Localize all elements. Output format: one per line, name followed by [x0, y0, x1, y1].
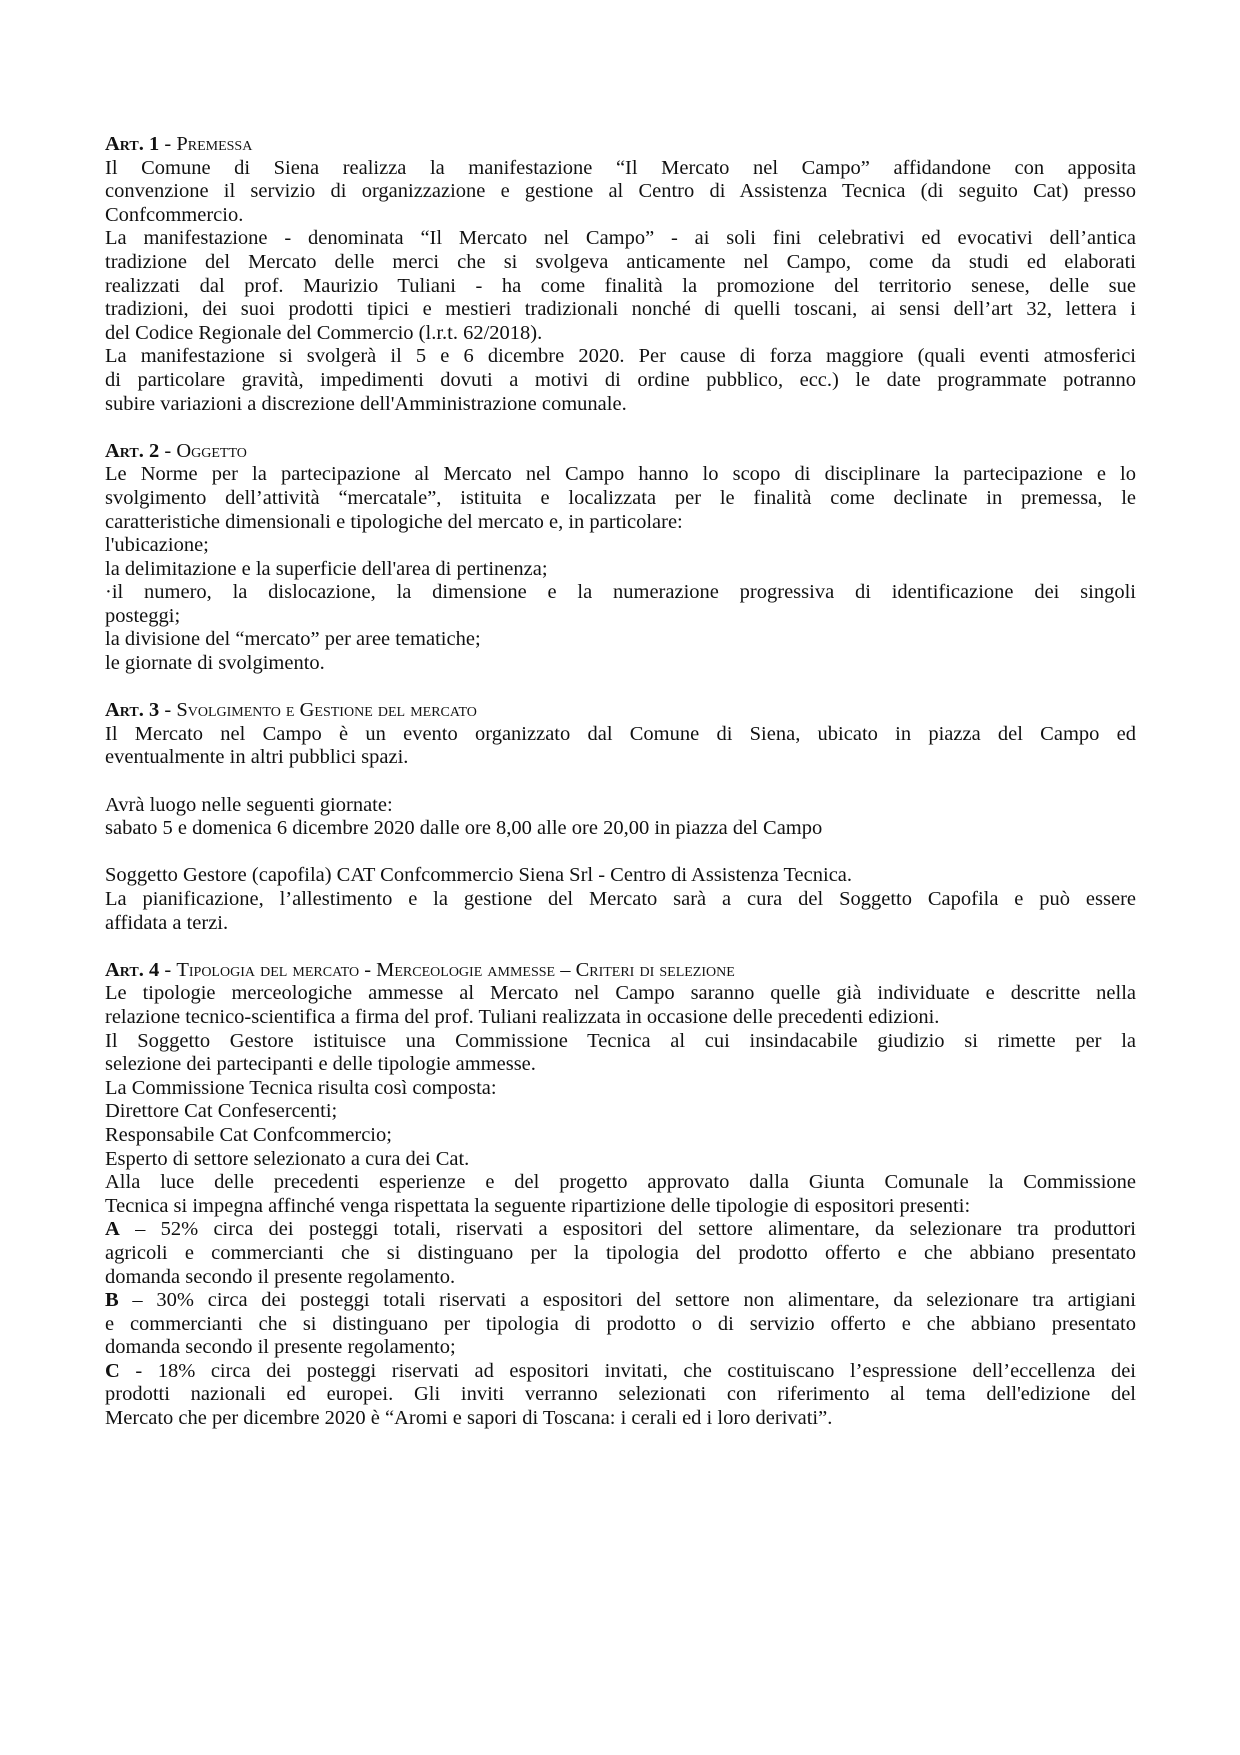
text-line: subire variazioni a discrezione dell'Amministrazione comunale. — [105, 392, 627, 415]
article-body — [105, 982, 1136, 1430]
list-item: l'ubicazione; — [105, 534, 209, 557]
text-line: eventualmente in altri pubblici spazi. — [105, 746, 409, 769]
text-line: C - 18% circa dei posteggi riservati ad espositori invitati, che costituiscano l’espressione dell’eccellenza dei — [105, 1359, 1136, 1382]
text-line: e commercianti che si distinguano per tipologia di prodotto o di servizio offerto e che abbiano presentato — [105, 1312, 1136, 1335]
text-line: La manifestazione - denominata “Il Mercato nel Campo” - ai soli fini celebrativi ed evocativi dell’antica — [105, 227, 1136, 250]
document-page — [105, 133, 1136, 1431]
article-heading: Art. 4 - Tipologia del mercato - Merceologie ammesse – Criteri di selezione — [105, 958, 735, 981]
text-line: svolgimento dell’attività “mercatale”, istituita e localizzata per le finalità come declinate in premessa, le — [105, 486, 1136, 509]
article-body — [105, 157, 1136, 417]
article-number: Art. 3 — [105, 699, 160, 722]
text-line: affidata a terzi. — [105, 911, 229, 934]
text-line: Alla luce delle precedenti esperienze e del progetto approvato dalla Giunta Comunale la Commissione — [105, 1171, 1136, 1194]
text-line: Il Soggetto Gestore istituisce una Commissione Tecnica al cui insindacabile giudizio si rimette per la — [105, 1029, 1136, 1052]
article-1 — [105, 133, 1136, 416]
text-line: La pianificazione, l’allestimento e la gestione del Mercato sarà a cura del Soggetto Capofila e può essere — [105, 888, 1136, 910]
schedule-line: sabato 5 e domenica 6 dicembre 2020 dalle ore 8,00 alle ore 20,00 in piazza del Campo — [105, 817, 823, 840]
text-line: agricoli e commercianti che si distinguano per la tipologia del prodotto offerto e che abbiano presentato — [105, 1241, 1136, 1264]
blank-line — [105, 841, 1136, 865]
list-item: le giornate di svolgimento. — [105, 652, 325, 675]
text-line: Confcommercio. — [105, 203, 244, 226]
article-heading: Art. 3 - Svolgimento e Gestione del mercato — [105, 699, 477, 722]
category-c — [105, 1360, 1136, 1431]
article-4 — [105, 959, 1136, 1431]
text-line: caratteristiche dimensionali e tipologiche del mercato e, in particolare: — [105, 510, 683, 533]
list-item: la delimitazione e la superficie dell'area di pertinenza; — [105, 557, 548, 580]
text-line: Tecnica si impegna affinché venga rispettata la seguente ripartizione delle tipologie di espositori presenti: — [105, 1194, 971, 1217]
spacer — [105, 676, 1136, 700]
text-line: domanda secondo il presente regolamento; — [105, 1336, 456, 1359]
article-number: Art. 2 — [105, 439, 160, 462]
text-line: convenzione il servizio di organizzazione e gestione al Centro di Assistenza Tecnica (di seguito Cat) presso — [105, 180, 1136, 203]
text-line: La Commissione Tecnica risulta così composta: — [105, 1076, 497, 1099]
article-body — [105, 723, 1136, 935]
article-title: Premessa — [176, 133, 253, 155]
article-2 — [105, 440, 1136, 676]
text-line: tradizioni, dei suoi prodotti tipici e mestieri tradizionali nonché di quelli toscani, ai sensi dell’art 32, lettera i — [105, 298, 1136, 321]
text-line: Mercato che per dicembre 2020 è “Aromi e sapori di Toscana: i cerali ed i loro derivati”. — [105, 1407, 833, 1430]
article-number: Art. 1 — [105, 133, 160, 155]
category-label: C — [105, 1359, 120, 1382]
text-line: relazione tecnico-scientifica a firma del prof. Tuliani realizzata in occasione delle precedenti edizioni. — [105, 1005, 940, 1028]
category-label: B — [105, 1289, 119, 1312]
text-line: A – 52% circa dei posteggi totali, riservati a espositori del settore alimentare, da selezionare tra produttori — [105, 1218, 1136, 1241]
article-number: Art. 4 — [105, 958, 160, 981]
article-title: Tipologia del mercato - Merceologie ammesse – Criteri di selezione — [176, 958, 735, 981]
category-a — [105, 1218, 1136, 1289]
text-line: Le Norme per la partecipazione al Mercato nel Campo hanno lo scopo di disciplinare la partecipazione e lo — [105, 463, 1136, 486]
commission-member: Direttore Cat Confesercenti; — [105, 1100, 338, 1123]
text-line: B – 30% circa dei posteggi totali riservati a espositori del settore non alimentare, da selezionare tra artigiani — [105, 1289, 1136, 1312]
article-heading: Art. 2 - Oggetto — [105, 439, 247, 462]
text-line: Soggetto Gestore (capofila) CAT Confcommercio Siena Srl - Centro di Assistenza Tecnica. — [105, 864, 853, 887]
text-line: La manifestazione si svolgerà il 5 e 6 dicembre 2020. Per cause di forza maggiore (quali eventi atmosferici — [105, 345, 1136, 368]
article-title: Svolgimento e Gestione del mercato — [176, 699, 477, 722]
list-item-continued: posteggi; — [105, 604, 181, 627]
text-line: Il Mercato nel Campo è un evento organizzato dal Comune di Siena, ubicato in piazza del Campo ed — [105, 722, 1136, 745]
commission-member: Esperto di settore selezionato a cura dei Cat. — [105, 1147, 470, 1170]
list-item: ·il numero, la dislocazione, la dimensione e la numerazione progressiva di identificazione dei singoli — [105, 581, 1136, 604]
article-3 — [105, 699, 1136, 935]
article-body — [105, 463, 1136, 675]
article-title: Oggetto — [176, 439, 247, 462]
spacer — [105, 416, 1136, 440]
text-line: prodotti nazionali ed europei. Gli inviti verranno selezionati con riferimento al tema dell'edizione del — [105, 1383, 1136, 1406]
commission-member: Responsabile Cat Confcommercio; — [105, 1123, 392, 1146]
list-item: la divisione del “mercato” per aree tematiche; — [105, 628, 481, 651]
text-line: Le tipologie merceologiche ammesse al Mercato nel Campo saranno quelle già individuate e descritte nella — [105, 982, 1136, 1005]
text-line: di particolare gravità, impedimenti dovuti a motivi di ordine pubblico, ecc.) le date programmate potranno — [105, 368, 1136, 391]
spacer — [105, 935, 1136, 959]
category-b — [105, 1289, 1136, 1360]
text-line: tradizione del Mercato delle merci che si svolgeva anticamente nel Campo, come da studi ed elaborati — [105, 250, 1136, 273]
text-line: domanda secondo il presente regolamento. — [105, 1265, 456, 1288]
category-label: A — [105, 1218, 120, 1241]
article-heading: Art. 1 - Premessa — [105, 133, 253, 155]
text-line: del Codice Regionale del Commercio (l.r.t. 62/2018). — [105, 321, 543, 344]
text-line: Il Comune di Siena realizza la manifestazione “Il Mercato nel Campo” affidandone con apposita — [105, 156, 1136, 179]
text-line: selezione dei partecipanti e delle tipologie ammesse. — [105, 1053, 536, 1076]
text-line: realizzati dal prof. Maurizio Tuliani - ha come finalità la promozione del territorio senese, delle sue — [105, 274, 1136, 297]
blank-line — [105, 770, 1136, 794]
text-line: Avrà luogo nelle seguenti giornate: — [105, 793, 393, 816]
